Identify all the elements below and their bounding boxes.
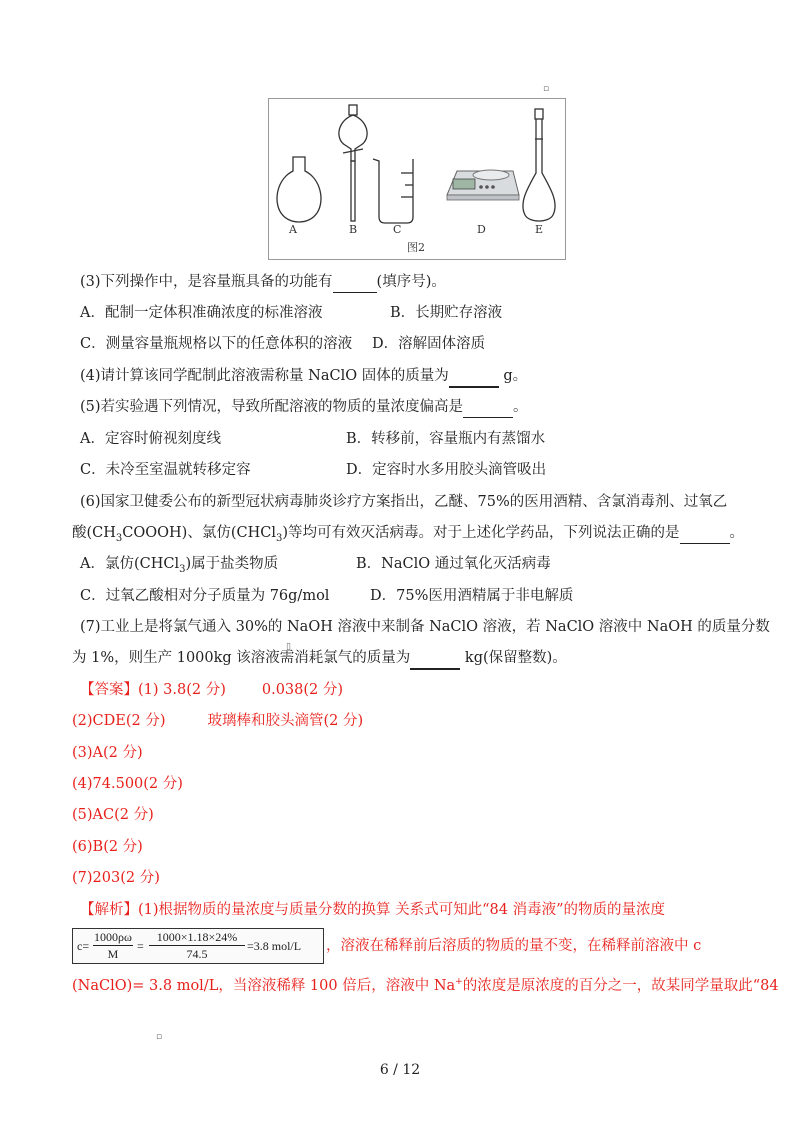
- q7-line-2-text: 为 1%，则生产 1000kg 该溶液需消耗氯气的质量为: [72, 650, 411, 666]
- q6-line-2-part-a: 酸(CH: [72, 525, 116, 541]
- separatory-funnel-icon: [339, 105, 367, 221]
- formula-c-equals: c=: [77, 939, 90, 953]
- q6-option-b: B．NaClO 通过氧化灭活病毒: [356, 556, 551, 572]
- q3-option-a: A．配制一定体积准确浓度的标准溶液: [80, 305, 323, 321]
- concentration-formula: [72, 928, 324, 964]
- formula-result: =3.8 mol/L: [247, 939, 302, 953]
- analysis-line-3-part-b: 的浓度是原浓度的百分之一，故某同学量取此“84: [462, 977, 779, 994]
- q5-stem: [80, 397, 528, 418]
- answer-7: (7)203(2 分): [72, 870, 160, 886]
- formula-fraction-2-numerator: 1000×1.18×24%: [156, 930, 238, 944]
- answer-1: (1) 3.8(2 分): [138, 682, 226, 698]
- figure-label-b: B: [349, 223, 358, 236]
- formula-fraction-2-bar: [149, 945, 245, 946]
- formula-fraction-1-denominator: M: [107, 947, 119, 961]
- answer-line-1: [80, 680, 343, 700]
- figure-2: [268, 98, 566, 260]
- q3-option-b: B．长期贮存溶液: [390, 305, 503, 321]
- q6-option-a-subscript: 3: [179, 563, 186, 575]
- q4-stem-text: (4)请计算该同学配制此溶液需称量 NaClO 固体的质量为: [80, 368, 449, 384]
- q6-option-d: D．75%医用酒精属于非电解质: [370, 588, 574, 604]
- q4-stem-tail: g。: [498, 368, 528, 384]
- paragraph-mark-bottom: ▫: [156, 1032, 163, 1042]
- answer-6: (6)B(2 分): [72, 839, 143, 855]
- answer-tag: 【答案】: [80, 682, 138, 698]
- answer-line-2: [72, 711, 363, 731]
- beaker-icon: [373, 159, 413, 223]
- q5-option-b: B．转移前，容量瓶内有蒸馏水: [346, 431, 546, 447]
- figure-label-c: C: [393, 223, 402, 236]
- q6-line-2: [72, 523, 744, 549]
- q6-line-2-part-c: )等均可有效灭活病毒。对于上述化学药品，下列说法正确的是: [282, 525, 680, 541]
- q4-stem: [80, 366, 527, 388]
- q5-answer-blank: [463, 397, 513, 418]
- q7-line-2: [72, 648, 567, 670]
- q6-line-2-part-b: COOOH)、氯仿(CHCl: [122, 525, 276, 541]
- formula-fraction-1-bar: [93, 945, 133, 946]
- analysis-tag: 【解析】: [80, 902, 138, 918]
- q6-option-a-part-1: A．氯仿(CHCl: [80, 556, 180, 572]
- q7-line-2-tail: kg(保留整数)。: [460, 650, 567, 666]
- round-bottom-flask-icon: [277, 157, 321, 222]
- figure-label-e: E: [535, 223, 544, 236]
- q3-option-c: C．测量容量瓶规格以下的任意体积的溶液: [80, 336, 353, 352]
- q7-line-1: (7)工业上是将氯气通入 30%的 NaOH 溶液中来制备 NaClO 溶液，若 NaClO 溶液中 NaOH 的质量分数: [80, 619, 770, 635]
- figure-caption: 图2: [407, 241, 425, 254]
- q6-option-c: C．过氧乙酸相对分子质量为 76g/mol: [80, 588, 330, 604]
- q5-option-c: C．未冷至室温就转移定容: [80, 462, 251, 478]
- answer-2: (2)CDE(2 分): [72, 713, 166, 729]
- sodium-ion-charge: +: [455, 977, 463, 987]
- anchor-mark: ▯: [286, 642, 291, 652]
- q6-option-a: [80, 554, 278, 580]
- formula-equals: =: [137, 939, 144, 953]
- q3-stem-text: (3)下列操作中，是容量瓶具备的功能有: [80, 274, 333, 290]
- volumetric-flask-icon: [523, 109, 555, 221]
- answer-5: (5)AC(2 分): [72, 807, 154, 823]
- q6-line-1: (6)国家卫健委公布的新型冠状病毒肺炎诊疗方案指出，乙醚、75%的医用酒精、含氯消毒剂、过氧乙: [80, 494, 728, 510]
- figure-label-d: D: [477, 223, 486, 236]
- answer-4: (4)74.500(2 分): [72, 776, 183, 792]
- q6-option-a-part-2: )属于盐类物质: [185, 556, 279, 572]
- q3-answer-blank: [333, 272, 377, 293]
- q5-option-d: D．定容时水多用胶头滴管吸出: [346, 462, 547, 478]
- q5-stem-tail: 。: [513, 399, 528, 415]
- formula-fraction-1-numerator: 1000ρω: [94, 930, 132, 944]
- answer-3: (3)A(2 分): [72, 745, 143, 761]
- analysis-line-3: [72, 972, 779, 996]
- q3-stem-tail: (填序号)。: [376, 274, 446, 290]
- formula-fraction-2-denominator: 74.5: [186, 947, 208, 961]
- q6-answer-blank: [680, 523, 730, 544]
- q5-stem-text: (5)若实验遇下列情况，导致所配溶液的物质的量浓度偏高是: [80, 399, 464, 415]
- lab-apparatus-illustration: [269, 99, 565, 259]
- figure-label-a: A: [289, 223, 297, 236]
- q6-subscript-1: 3: [115, 532, 123, 544]
- electronic-balance-icon: [447, 170, 519, 200]
- q5-option-a: A．定容时俯视刻度线: [80, 431, 221, 447]
- q3-option-d: D．溶解固体溶质: [372, 336, 486, 352]
- q6-subscript-2: 3: [275, 532, 283, 544]
- page-number: 6 / 12: [379, 1062, 421, 1078]
- analysis-line-1: [80, 900, 665, 920]
- analysis-line-3-part-a: (NaClO)= 3.8 mol/L，当溶液稀释 100 倍后，溶液中 Na: [72, 977, 456, 994]
- paragraph-mark: ▫: [543, 84, 550, 94]
- q7-answer-blank: [410, 648, 460, 670]
- analysis-line-2: ，溶液在稀释前后溶质的物质的量不变，在稀释前溶液中 c: [326, 938, 702, 954]
- q3-stem: [80, 272, 446, 293]
- q4-answer-blank: [449, 366, 499, 388]
- answer-2b: 玻璃棒和胶头滴管(2 分): [207, 713, 364, 729]
- answer-1b: 0.038(2 分): [261, 682, 344, 698]
- q6-line-2-tail: 。: [729, 525, 744, 541]
- analysis-line-1-text: (1)根据物质的量浓度与质量分数的换算 关系式可知此“84 消毒液”的物质的量浓度: [138, 902, 666, 918]
